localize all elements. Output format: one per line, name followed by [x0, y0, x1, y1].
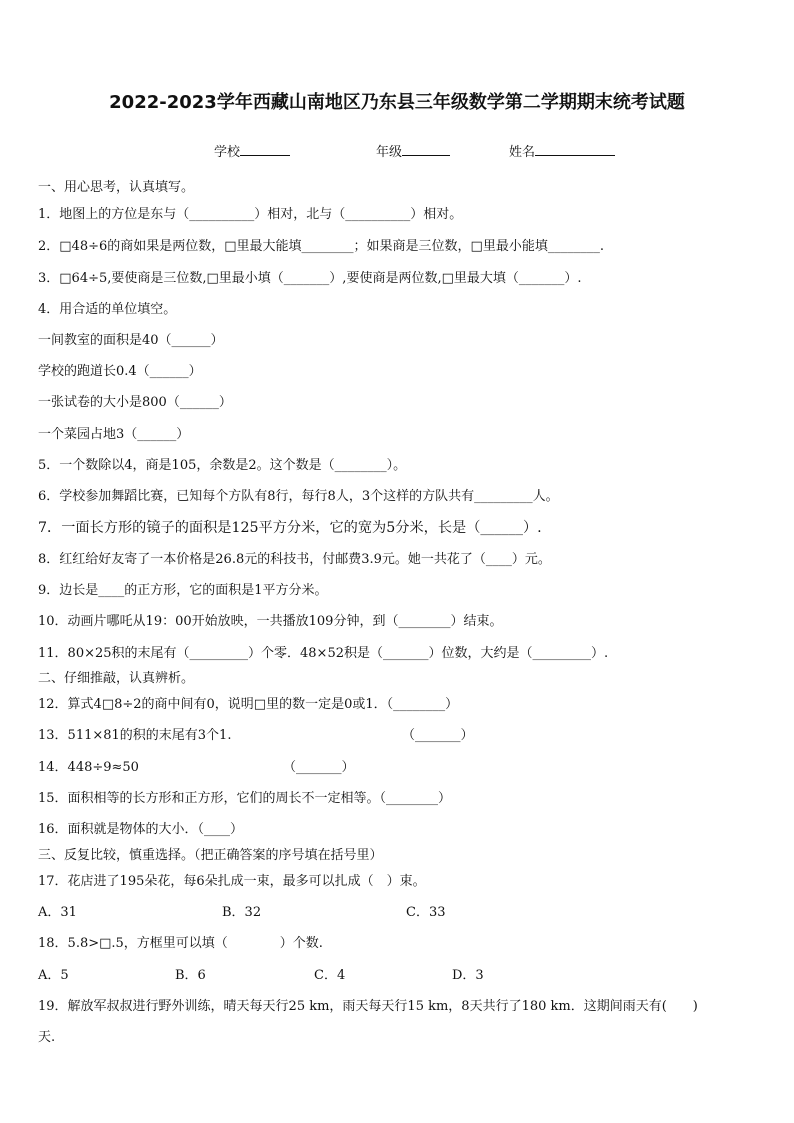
q18-option-d[interactable]: D．3	[452, 968, 484, 983]
question-15: 15．面积相等的长方形和正方形，它们的周长不一定相等。（________）	[38, 791, 452, 806]
section-3-heading: 三、反复比较，慎重选择。（把正确答案的序号填在括号里）	[38, 848, 383, 863]
question-19: 19．解放军叔叔进行野外训练，晴天每天行25 km，雨天每天行15 km，8天共行了180 km．这期间雨天有( )	[38, 999, 698, 1014]
question-1: 1．地图上的方位是东与（__________）相对，北与（__________）相对。	[38, 207, 463, 222]
question-4-item-3: 一张试卷的大小是800（______）	[38, 395, 232, 410]
question-10: 10．动画片哪吒从19：00开始放映，一共播放109分钟，到（________）结束。	[38, 614, 503, 629]
section-2-heading: 二、仔细推敲，认真辨析。	[38, 671, 195, 686]
question-2: 2．□48÷6的商如果是两位数，□里最大能填________；如果商是三位数，□里最小能填________.	[38, 239, 604, 254]
school-label: 学校	[214, 145, 241, 160]
question-13-answer[interactable]: （_______）	[402, 728, 474, 743]
question-16: 16．面积就是物体的大小．（____）	[38, 822, 244, 837]
question-3: 3．□64÷5,要使商是三位数,□里最小填（_______）,要使商是两位数,□里最大填（_______）.	[38, 271, 582, 286]
q17-option-c[interactable]: C．33	[406, 905, 446, 920]
q18-option-a[interactable]: A．5	[38, 968, 69, 983]
question-13: 13．511×81的积的末尾有3个1.	[38, 728, 232, 743]
q18-option-b[interactable]: B．6	[175, 968, 206, 983]
question-11: 11．80×25积的末尾有（_________）个零．48×52积是（_______）位数，大约是（_________）.	[38, 646, 609, 661]
question-6: 6．学校参加舞蹈比赛，已知每个方队有8行，每行8人，3个这样的方队共有_________人。	[38, 489, 559, 504]
name-label: 姓名	[509, 145, 536, 160]
question-14: 14．448÷9≈50	[38, 760, 139, 775]
page-title: 2022-2023学年西藏山南地区乃东县三年级数学第二学期期末统考试题	[109, 92, 685, 113]
school-field	[214, 141, 290, 160]
question-4-item-2: 学校的跑道长0.4（______）	[38, 364, 202, 379]
question-12: 12．算式4□8÷2的商中间有0，说明□里的数一定是0或1．（________）	[38, 697, 459, 712]
grade-field	[376, 141, 450, 160]
question-7: 7．一面长方形的镜子的面积是125平方分米，它的宽为5分米，长是（______）.	[38, 520, 542, 536]
question-17: 17．花店进了195朵花，每6朵扎成一束，最多可以扎成（ ）束。	[38, 874, 426, 889]
question-14-answer[interactable]: （_______）	[283, 760, 355, 775]
q17-option-a[interactable]: A．31	[38, 905, 77, 920]
name-field	[509, 141, 615, 160]
section-1-heading: 一、用心思考，认真填写。	[38, 180, 195, 195]
grade-label: 年级	[376, 145, 403, 160]
school-blank[interactable]	[240, 142, 290, 156]
question-4: 4．用合适的单位填空。	[38, 302, 177, 317]
q18-option-c[interactable]: C．4	[314, 968, 346, 983]
question-18: 18．5.8>□.5，方框里可以填（ ）个数.	[38, 936, 323, 951]
question-9: 9．边长是____的正方形，它的面积是1平方分米。	[38, 583, 328, 598]
question-8: 8．红红给好友寄了一本价格是26.8元的科技书，付邮费3.9元。她一共花了（____）元。	[38, 552, 551, 567]
q17-option-b[interactable]: B．32	[222, 905, 262, 920]
grade-blank[interactable]	[402, 142, 450, 156]
question-4-item-4: 一个菜园占地3（______）	[38, 427, 190, 442]
question-19-continued: 天.	[38, 1030, 56, 1045]
question-4-item-1: 一间教室的面积是40（______）	[38, 333, 224, 348]
question-5: 5．一个数除以4，商是105，余数是2。这个数是（________）。	[38, 458, 407, 473]
name-blank[interactable]	[535, 142, 615, 156]
